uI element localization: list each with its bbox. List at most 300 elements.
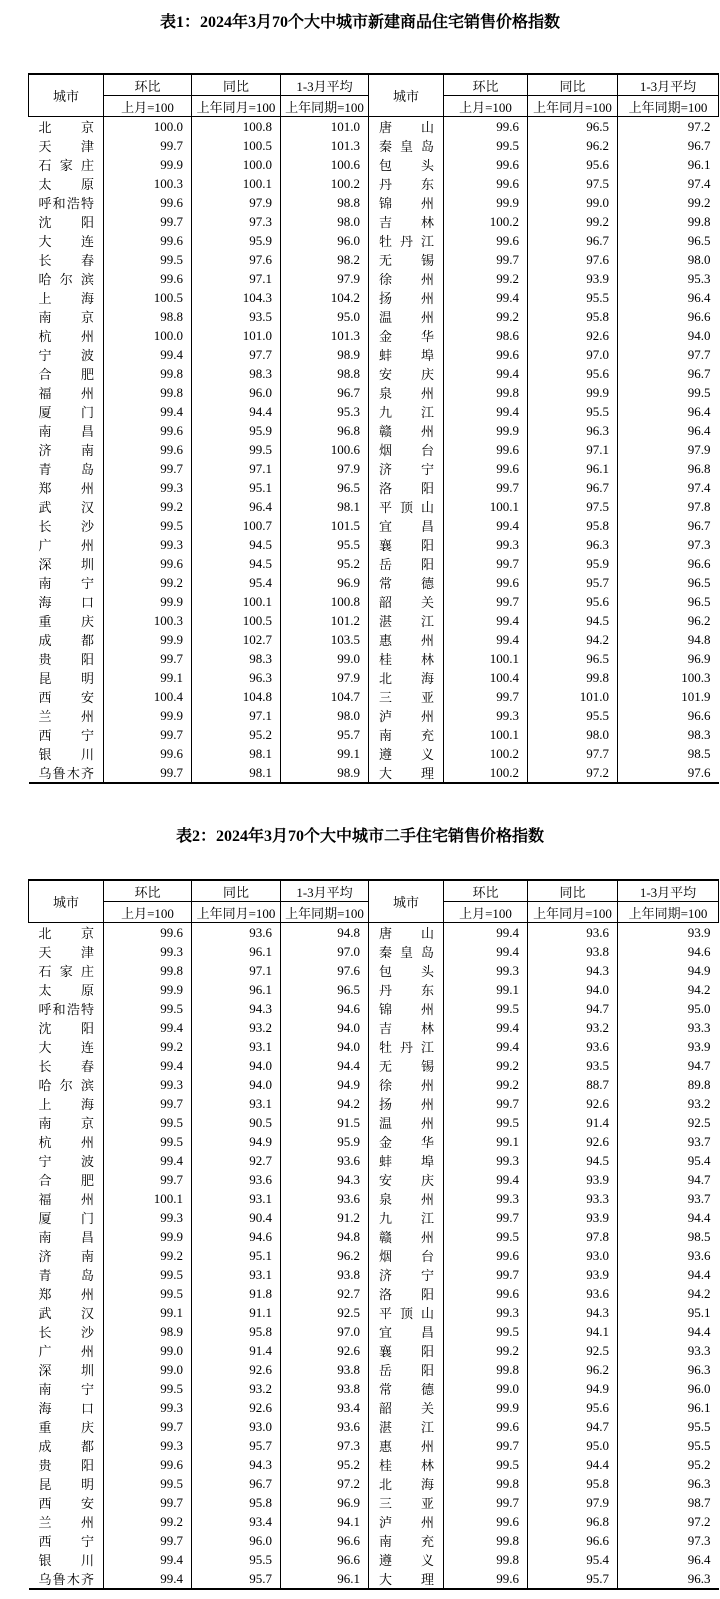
city-cell: 重 庆 <box>29 1417 104 1436</box>
city-cell: 常 德 <box>369 1379 444 1398</box>
yoy-value-cell: 93.5 <box>192 307 281 326</box>
yoy-value-cell: 97.1 <box>192 706 281 725</box>
yoy-value-cell: 95.6 <box>528 364 618 383</box>
city-cell: 太 原 <box>29 174 104 193</box>
table2-header <box>29 880 719 923</box>
table-row <box>29 1284 719 1303</box>
yoy-value-cell: 95.7 <box>192 1436 281 1455</box>
avg-value-cell: 96.4 <box>687 422 711 438</box>
mom-value-cell: 99.3 <box>104 1398 192 1417</box>
table-row <box>29 212 719 231</box>
mom-value-cell: 100.3 <box>104 611 192 630</box>
yoy-value-cell: 95.2 <box>192 725 281 744</box>
city-cell: 青 岛 <box>29 1265 104 1284</box>
header-city-left: 城市 <box>29 880 104 923</box>
table-row <box>29 155 719 174</box>
avg-value-cell: 96.9 <box>281 573 369 592</box>
avg-value-cell: 92.5 <box>687 1114 711 1130</box>
city-cell: 岳 阳 <box>369 1360 444 1379</box>
city-cell: 西 安 <box>29 1493 104 1512</box>
avg-value-cell: 96.5 <box>687 574 711 590</box>
yoy-value-cell: 95.8 <box>192 1493 281 1512</box>
mom-value-cell: 99.8 <box>104 961 192 980</box>
yoy-value-cell: 93.6 <box>528 1037 618 1056</box>
mom-value-cell: 99.7 <box>444 478 528 497</box>
table-row <box>29 1189 719 1208</box>
city-cell: 合 肥 <box>29 1170 104 1189</box>
table1 <box>28 73 719 784</box>
city-cell: 金 华 <box>369 326 444 345</box>
avg-value-cell: 97.9 <box>281 459 369 478</box>
avg-value-cell: 92.6 <box>281 1341 369 1360</box>
avg-value-cell: 94.2 <box>281 1094 369 1113</box>
avg-value-cell: 96.7 <box>687 365 711 381</box>
mom-value-cell: 99.4 <box>444 923 528 943</box>
avg-value-cell: 95.0 <box>281 307 369 326</box>
table-row <box>29 592 719 611</box>
yoy-value-cell: 95.8 <box>528 1474 618 1493</box>
mom-value-cell: 99.2 <box>444 307 528 326</box>
avg-value-cell: 96.2 <box>281 1246 369 1265</box>
yoy-value-cell: 98.0 <box>528 725 618 744</box>
mom-value-cell: 98.8 <box>104 307 192 326</box>
yoy-value-cell: 95.7 <box>528 1569 618 1589</box>
yoy-value-cell: 97.5 <box>528 497 618 516</box>
table-row <box>29 326 719 345</box>
table-row <box>29 554 719 573</box>
mom-value-cell: 99.4 <box>444 1037 528 1056</box>
mom-value-cell: 99.2 <box>104 497 192 516</box>
mom-value-cell: 99.8 <box>104 364 192 383</box>
table-row <box>29 725 719 744</box>
city-cell: 洛 阳 <box>369 1284 444 1303</box>
mom-value-cell: 99.4 <box>104 1056 192 1075</box>
mom-value-cell: 99.1 <box>104 668 192 687</box>
mom-value-cell: 99.0 <box>104 1341 192 1360</box>
mom-value-cell: 100.2 <box>444 763 528 783</box>
table-row <box>29 459 719 478</box>
yoy-value-cell: 100.0 <box>192 155 281 174</box>
city-cell: 广 州 <box>29 1341 104 1360</box>
yoy-value-cell: 96.5 <box>528 117 618 137</box>
yoy-value-cell: 94.9 <box>192 1132 281 1151</box>
table-row <box>29 136 719 155</box>
yoy-value-cell: 96.2 <box>528 1360 618 1379</box>
city-cell: 遵 义 <box>369 1550 444 1569</box>
city-cell: 呼 和 浩 特 <box>29 999 104 1018</box>
mom-value-cell: 99.1 <box>444 1132 528 1151</box>
table-row <box>29 1474 719 1493</box>
table-row <box>29 1569 719 1589</box>
yoy-value-cell: 97.5 <box>528 174 618 193</box>
yoy-value-cell: 97.6 <box>192 250 281 269</box>
yoy-value-cell: 93.1 <box>192 1094 281 1113</box>
mom-value-cell: 100.1 <box>444 649 528 668</box>
yoy-value-cell: 93.0 <box>192 1417 281 1436</box>
city-cell: 昆 明 <box>29 668 104 687</box>
yoy-value-cell: 98.1 <box>192 763 281 783</box>
mom-value-cell: 99.4 <box>444 516 528 535</box>
avg-value-cell: 101.9 <box>681 688 711 704</box>
yoy-value-cell: 91.4 <box>192 1341 281 1360</box>
yoy-value-cell: 93.0 <box>528 1246 618 1265</box>
mom-value-cell: 99.6 <box>444 1417 528 1436</box>
mom-value-cell: 99.6 <box>444 1512 528 1531</box>
city-cell: 西 宁 <box>29 1531 104 1550</box>
yoy-value-cell: 97.7 <box>528 744 618 763</box>
avg-value-cell: 94.4 <box>687 1266 711 1282</box>
mom-value-cell: 99.8 <box>444 383 528 402</box>
yoy-value-cell: 93.2 <box>528 1018 618 1037</box>
yoy-value-cell: 99.5 <box>192 440 281 459</box>
avg-value-cell: 95.2 <box>281 554 369 573</box>
mom-value-cell: 99.7 <box>104 459 192 478</box>
mom-value-cell: 99.4 <box>444 1018 528 1037</box>
mom-value-cell: 99.4 <box>444 364 528 383</box>
yoy-value-cell: 94.9 <box>528 1379 618 1398</box>
table-row <box>29 1018 719 1037</box>
mom-value-cell: 99.6 <box>444 1569 528 1589</box>
mom-value-cell: 99.4 <box>444 402 528 421</box>
avg-value-cell: 97.0 <box>281 942 369 961</box>
yoy-value-cell: 92.6 <box>528 1132 618 1151</box>
yoy-value-cell: 94.5 <box>528 1151 618 1170</box>
avg-value-cell: 93.8 <box>281 1379 369 1398</box>
mom-value-cell: 99.4 <box>444 288 528 307</box>
yoy-value-cell: 93.6 <box>192 923 281 943</box>
mom-value-cell: 99.9 <box>104 706 192 725</box>
header-yoy-right: 同比 <box>528 74 618 96</box>
avg-value-cell: 96.6 <box>687 308 711 324</box>
city-cell: 武 汉 <box>29 497 104 516</box>
yoy-value-cell: 96.3 <box>528 535 618 554</box>
city-cell: 宁 波 <box>29 345 104 364</box>
mom-value-cell: 99.5 <box>444 1227 528 1246</box>
mom-value-cell: 100.2 <box>444 212 528 231</box>
city-cell: 南 京 <box>29 1113 104 1132</box>
header-yoy-base-right: 上年同月=100 <box>528 96 618 117</box>
mom-value-cell: 99.2 <box>104 573 192 592</box>
avg-value-cell: 94.9 <box>687 962 711 978</box>
mom-value-cell: 99.3 <box>104 942 192 961</box>
yoy-value-cell: 93.9 <box>528 1170 618 1189</box>
mom-value-cell: 99.9 <box>104 155 192 174</box>
city-cell: 赣 州 <box>369 1227 444 1246</box>
city-cell: 惠 州 <box>369 1436 444 1455</box>
table2-body <box>29 923 719 1590</box>
yoy-value-cell: 94.7 <box>528 1417 618 1436</box>
avg-value-cell: 92.5 <box>281 1303 369 1322</box>
city-cell: 福 州 <box>29 1189 104 1208</box>
mom-value-cell: 99.8 <box>444 1531 528 1550</box>
city-cell: 上 海 <box>29 288 104 307</box>
table-row <box>29 516 719 535</box>
avg-value-cell: 97.9 <box>281 668 369 687</box>
avg-value-cell: 101.2 <box>281 611 369 630</box>
city-cell: 西 安 <box>29 687 104 706</box>
city-cell: 西 宁 <box>29 725 104 744</box>
avg-value-cell: 101.5 <box>281 516 369 535</box>
city-cell: 成 都 <box>29 1436 104 1455</box>
city-cell: 吉 林 <box>369 212 444 231</box>
mom-value-cell: 99.0 <box>444 1379 528 1398</box>
header-avg-left: 1-3月平均 <box>281 880 369 902</box>
mom-value-cell: 100.4 <box>444 668 528 687</box>
mom-value-cell: 99.8 <box>444 1474 528 1493</box>
avg-value-cell: 99.0 <box>281 649 369 668</box>
table-row <box>29 687 719 706</box>
table-row <box>29 942 719 961</box>
avg-value-cell: 98.9 <box>281 763 369 783</box>
city-cell: 泉 州 <box>369 1189 444 1208</box>
city-cell: 兰 州 <box>29 706 104 725</box>
yoy-value-cell: 97.3 <box>192 212 281 231</box>
yoy-value-cell: 100.8 <box>192 117 281 137</box>
table-row <box>29 1493 719 1512</box>
mom-value-cell: 99.7 <box>444 687 528 706</box>
mom-value-cell: 99.7 <box>104 763 192 783</box>
mom-value-cell: 99.5 <box>104 1284 192 1303</box>
mom-value-cell: 99.3 <box>444 1151 528 1170</box>
table-row <box>29 1398 719 1417</box>
avg-value-cell: 96.6 <box>687 555 711 571</box>
mom-value-cell: 99.6 <box>104 744 192 763</box>
yoy-value-cell: 97.8 <box>528 1227 618 1246</box>
table-row <box>29 345 719 364</box>
city-cell: 沈 阳 <box>29 212 104 231</box>
city-cell: 桂 林 <box>369 649 444 668</box>
header-yoy-base-left: 上年同月=100 <box>192 902 281 923</box>
mom-value-cell: 99.7 <box>444 1436 528 1455</box>
yoy-value-cell: 98.3 <box>192 649 281 668</box>
avg-value-cell: 96.5 <box>687 593 711 609</box>
city-cell: 大 连 <box>29 1037 104 1056</box>
city-cell: 大 理 <box>369 763 444 783</box>
avg-value-cell: 96.9 <box>281 1493 369 1512</box>
city-cell: 平 顶 山 <box>369 497 444 516</box>
yoy-value-cell: 94.5 <box>528 611 618 630</box>
avg-value-cell: 93.4 <box>281 1398 369 1417</box>
table-row <box>29 1550 719 1569</box>
table-row <box>29 668 719 687</box>
avg-value-cell: 95.4 <box>687 1152 711 1168</box>
city-cell: 湛 江 <box>369 1417 444 1436</box>
avg-value-cell: 94.8 <box>281 923 369 943</box>
city-cell: 武 汉 <box>29 1303 104 1322</box>
mom-value-cell: 99.7 <box>444 592 528 611</box>
header-city-right: 城市 <box>369 74 444 117</box>
mom-value-cell: 99.6 <box>444 1284 528 1303</box>
yoy-value-cell: 97.7 <box>192 345 281 364</box>
yoy-value-cell: 96.1 <box>192 980 281 999</box>
yoy-value-cell: 95.0 <box>528 1436 618 1455</box>
yoy-value-cell: 99.2 <box>528 212 618 231</box>
city-cell: 海 口 <box>29 592 104 611</box>
avg-value-cell: 98.5 <box>687 1228 711 1244</box>
table-row <box>29 1436 719 1455</box>
mom-value-cell: 99.7 <box>104 1170 192 1189</box>
avg-value-cell: 99.5 <box>687 384 711 400</box>
yoy-value-cell: 94.7 <box>528 999 618 1018</box>
header-yoy-left: 同比 <box>192 74 281 96</box>
mom-value-cell: 99.5 <box>104 999 192 1018</box>
mom-value-cell: 99.4 <box>444 611 528 630</box>
yoy-value-cell: 93.5 <box>528 1056 618 1075</box>
yoy-value-cell: 93.6 <box>192 1170 281 1189</box>
avg-value-cell: 100.8 <box>281 592 369 611</box>
yoy-value-cell: 91.4 <box>528 1113 618 1132</box>
avg-value-cell: 96.3 <box>687 1475 711 1491</box>
mom-value-cell: 99.5 <box>444 1455 528 1474</box>
mom-value-cell: 99.4 <box>444 630 528 649</box>
mom-value-cell: 100.3 <box>104 174 192 193</box>
yoy-value-cell: 95.5 <box>528 706 618 725</box>
city-cell: 贵 阳 <box>29 649 104 668</box>
mom-value-cell: 99.9 <box>444 1398 528 1417</box>
city-cell: 宜 昌 <box>369 1322 444 1341</box>
yoy-value-cell: 95.9 <box>192 231 281 250</box>
avg-value-cell: 94.6 <box>281 999 369 1018</box>
mom-value-cell: 99.6 <box>444 117 528 137</box>
avg-value-cell: 94.0 <box>687 327 711 343</box>
yoy-value-cell: 100.5 <box>192 611 281 630</box>
mom-value-cell: 99.4 <box>444 1170 528 1189</box>
city-cell: 三 亚 <box>369 1493 444 1512</box>
city-cell: 重 庆 <box>29 611 104 630</box>
avg-value-cell: 93.7 <box>687 1190 711 1206</box>
avg-value-cell: 89.8 <box>687 1076 711 1092</box>
table-row <box>29 1417 719 1436</box>
yoy-value-cell: 96.2 <box>528 136 618 155</box>
city-cell: 襄 阳 <box>369 1341 444 1360</box>
avg-value-cell: 101.3 <box>281 326 369 345</box>
city-cell: 哈 尔 滨 <box>29 1075 104 1094</box>
city-cell: 徐 州 <box>369 269 444 288</box>
table-row <box>29 1037 719 1056</box>
yoy-value-cell: 95.7 <box>528 573 618 592</box>
avg-value-cell: 98.2 <box>281 250 369 269</box>
table2 <box>28 879 719 1590</box>
yoy-value-cell: 94.4 <box>192 402 281 421</box>
table-row <box>29 478 719 497</box>
avg-value-cell: 96.6 <box>281 1531 369 1550</box>
avg-value-cell: 96.5 <box>281 980 369 999</box>
mom-value-cell: 99.9 <box>444 421 528 440</box>
mom-value-cell: 99.5 <box>104 1132 192 1151</box>
table-row <box>29 1265 719 1284</box>
avg-value-cell: 95.0 <box>687 1000 711 1016</box>
yoy-value-cell: 97.2 <box>528 763 618 783</box>
mom-value-cell: 99.7 <box>104 1094 192 1113</box>
avg-value-cell: 96.1 <box>281 1569 369 1589</box>
avg-value-cell: 91.5 <box>281 1113 369 1132</box>
yoy-value-cell: 94.0 <box>192 1075 281 1094</box>
yoy-value-cell: 93.9 <box>528 269 618 288</box>
table-row <box>29 440 719 459</box>
mom-value-cell: 99.6 <box>104 923 192 943</box>
mom-value-cell: 99.7 <box>444 1208 528 1227</box>
table1-header <box>29 74 719 117</box>
city-cell: 安 庆 <box>369 364 444 383</box>
city-cell: 大 连 <box>29 231 104 250</box>
mom-value-cell: 100.0 <box>104 117 192 137</box>
table-row <box>29 573 719 592</box>
mom-value-cell: 99.1 <box>104 1303 192 1322</box>
city-cell: 泸 州 <box>369 706 444 725</box>
yoy-value-cell: 100.5 <box>192 136 281 155</box>
mom-value-cell: 99.2 <box>444 1341 528 1360</box>
yoy-value-cell: 100.7 <box>192 516 281 535</box>
mom-value-cell: 99.5 <box>104 250 192 269</box>
mom-value-cell: 99.6 <box>444 155 528 174</box>
mom-value-cell: 99.5 <box>104 1113 192 1132</box>
avg-value-cell: 98.0 <box>687 251 711 267</box>
avg-value-cell: 97.6 <box>281 961 369 980</box>
city-cell: 兰 州 <box>29 1512 104 1531</box>
mom-value-cell: 99.5 <box>104 516 192 535</box>
city-cell: 惠 州 <box>369 630 444 649</box>
avg-value-cell: 93.6 <box>281 1151 369 1170</box>
yoy-value-cell: 93.8 <box>528 942 618 961</box>
avg-value-cell: 96.2 <box>687 612 711 628</box>
avg-value-cell: 93.3 <box>687 1019 711 1035</box>
avg-value-cell: 104.2 <box>281 288 369 307</box>
avg-value-cell: 97.2 <box>687 1513 711 1529</box>
mom-value-cell: 99.4 <box>104 345 192 364</box>
city-cell: 秦 皇 岛 <box>369 942 444 961</box>
avg-value-cell: 93.9 <box>687 924 711 940</box>
avg-value-cell: 96.1 <box>687 1399 711 1415</box>
mom-value-cell: 99.9 <box>444 193 528 212</box>
city-cell: 北 京 <box>29 923 104 943</box>
table1-container <box>0 73 720 784</box>
yoy-value-cell: 96.0 <box>192 383 281 402</box>
city-cell: 郑 州 <box>29 478 104 497</box>
city-cell: 银 川 <box>29 1550 104 1569</box>
table-row <box>29 611 719 630</box>
mom-value-cell: 99.3 <box>104 1436 192 1455</box>
avg-value-cell: 98.0 <box>281 212 369 231</box>
table-row <box>29 961 719 980</box>
city-cell: 银 川 <box>29 744 104 763</box>
yoy-value-cell: 95.5 <box>192 1550 281 1569</box>
mom-value-cell: 99.8 <box>444 1550 528 1569</box>
mom-value-cell: 99.4 <box>104 1018 192 1037</box>
yoy-value-cell: 92.5 <box>528 1341 618 1360</box>
city-cell: 南 充 <box>369 725 444 744</box>
table-row <box>29 1379 719 1398</box>
avg-value-cell: 93.2 <box>687 1095 711 1111</box>
avg-value-cell: 91.2 <box>281 1208 369 1227</box>
avg-value-cell: 97.0 <box>281 1322 369 1341</box>
city-cell: 蚌 埠 <box>369 345 444 364</box>
city-cell: 青 岛 <box>29 459 104 478</box>
avg-value-cell: 98.3 <box>687 726 711 742</box>
avg-value-cell: 96.4 <box>687 289 711 305</box>
avg-value-cell: 94.4 <box>687 1209 711 1225</box>
city-cell: 平 顶 山 <box>369 1303 444 1322</box>
avg-value-cell: 93.7 <box>687 1133 711 1149</box>
mom-value-cell: 100.1 <box>444 725 528 744</box>
yoy-value-cell: 96.6 <box>528 1531 618 1550</box>
yoy-value-cell: 99.9 <box>528 383 618 402</box>
avg-value-cell: 96.4 <box>687 1551 711 1567</box>
yoy-value-cell: 90.5 <box>192 1113 281 1132</box>
city-cell: 广 州 <box>29 535 104 554</box>
yoy-value-cell: 95.8 <box>528 516 618 535</box>
city-cell: 杭 州 <box>29 326 104 345</box>
mom-value-cell: 99.6 <box>444 1246 528 1265</box>
